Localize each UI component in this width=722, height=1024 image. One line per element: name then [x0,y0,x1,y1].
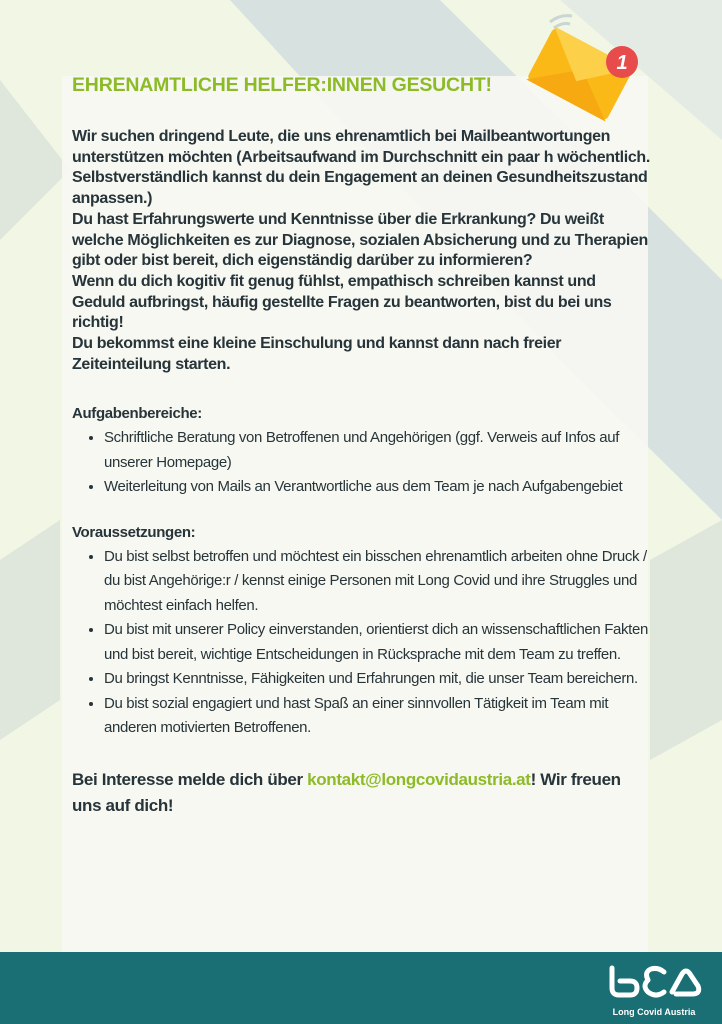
list-item: • Du bist mit unserer Policy einverstanden, orientierst dich an wissenschaftlichen Fakten und bist bereit, wichtige Entscheidungen in Rücksprache mit dem Team zu treffen. [104,618,652,667]
call-to-action [72,767,652,819]
intro-paragraph: Wenn du dich kogitiv fit genug fühlst, empathisch schreiben kannst und Geduld aufbringst, häufig gestellte Fragen zu beantworten, bist du bei uns richtig! [72,272,612,332]
intro-text [72,127,652,375]
list-item: • Du bist sozial engagiert und hast Spaß an einer sinnvollen Tätigkeit im Team mit anderen motivierten Betroffenen. [104,692,652,741]
list-item: • Weiterleitung von Mails an Verantwortliche aus dem Team je nach Aufgabengebiet [104,475,652,500]
long-covid-austria-logo [604,964,704,1017]
list-item: • Du bringst Kenntnisse, Fähigkeiten und Erfahrungen mit, die unser Team bereichern. [104,667,652,692]
notification-count: 1 [616,52,628,74]
intro-paragraph: Du bekommst eine kleine Einschulung und kannst dann nach freier Zeiteinteilung starten. [72,335,562,373]
tasks-section [72,405,652,500]
requirements-heading: Voraussetzungen: [72,523,196,541]
contact-email-link[interactable]: kontakt@longcovidaustria.at [307,769,531,789]
intro-paragraph: Du hast Erfahrungswerte und Kenntnisse über die Erkrankung? Du weißt welche Möglichkeiten es zur Diagnose, sozialen Absicherung und zu Therapien gibt oder bist bereit, dich eigenständig darüber zu informieren? [72,210,648,270]
requirements-section [72,524,652,741]
logo-text: Long Covid Austria [612,1007,696,1017]
tasks-heading: Aufgabenbereiche: [72,405,202,423]
footer [0,952,722,1024]
page-title: EHRENAMTLICHE HELFER:INNEN GESUCHT! [72,74,492,96]
intro-paragraph: Wir suchen dringend Leute, die uns ehrenamtlich bei Mailbeantwortungen unterstützen möchten (Arbeitsaufwand im Durchschnitt ein paar h wöchentlich. Selbstverständlich kannst du dein Engagement an deinen Gesundheitszustand anpassen.) [72,128,650,208]
cta-text: ! Wir freuen uns auf dich! [72,769,621,815]
list-item: • Du bist selbst betroffen und möchtest ein bisschen ehrenamtlich arbeiten ohne Druck / du bist Angehörige:r / kennst einige Personen mit Long Covid und ihre Struggles und möchtest einfach helfen. [104,545,652,619]
lca-logo-icon [606,964,702,1000]
cta-text: Bei Interesse melde dich über [72,769,308,789]
flyer-content [72,74,652,819]
list-item: • Schriftliche Beratung von Betroffenen und Angehörigen (ggf. Verweis auf Infos auf unserer Homepage) [104,426,652,475]
